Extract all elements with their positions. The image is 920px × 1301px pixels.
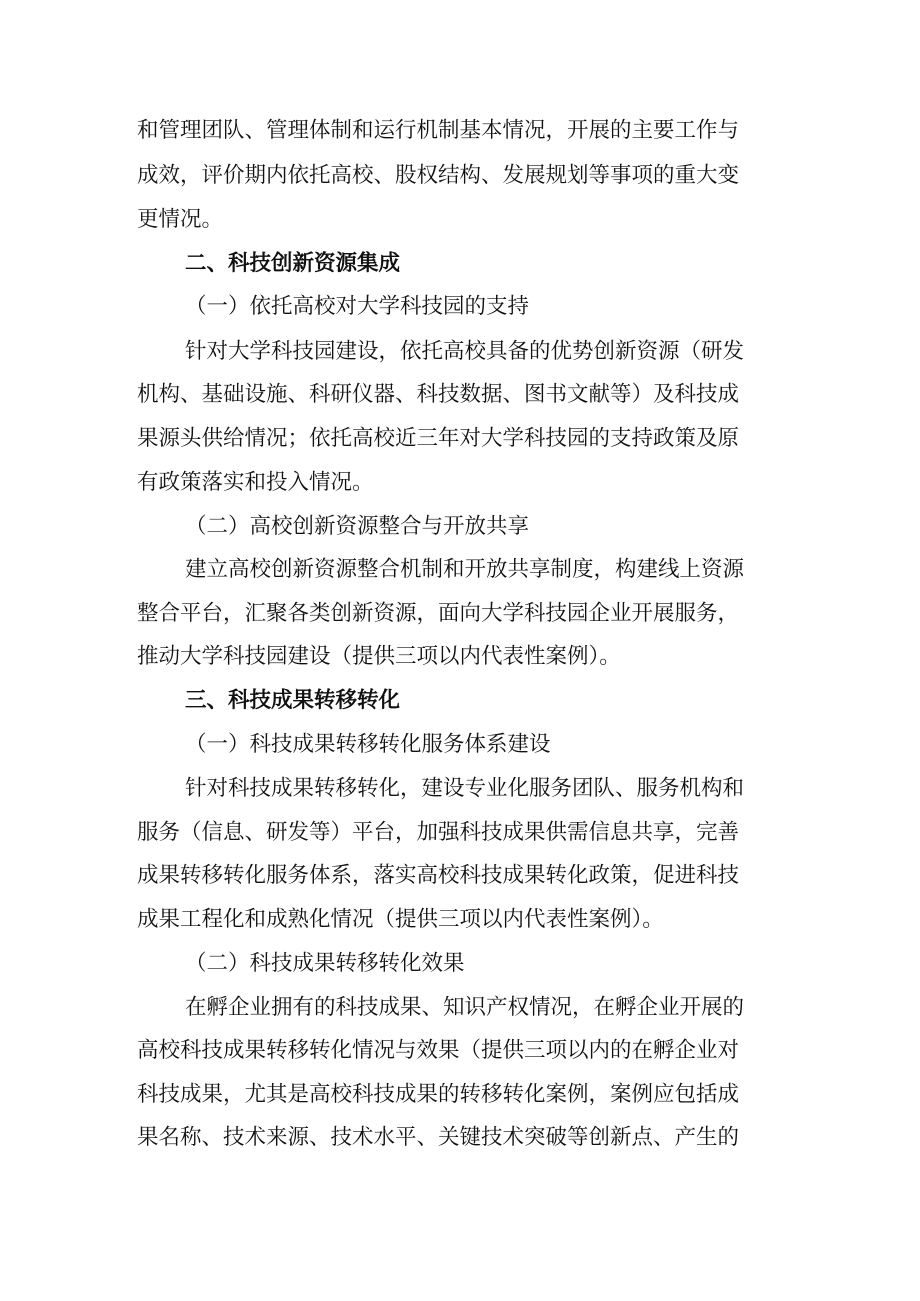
paragraph-line: 有政策落实和投入情况。 xyxy=(137,470,374,495)
paragraph-line: 服务（信息、研发等）平台，加强科技成果供需信息共享，完善 xyxy=(137,820,740,845)
paragraph-line: 果源头供给情况；依托高校近三年对大学科技园的支持政策及原 xyxy=(137,426,740,451)
paragraph-line: 在孵企业拥有的科技成果、知识产权情况，在孵企业开展的 xyxy=(185,995,745,1020)
paragraph-line: 针对科技成果转移转化，建设专业化服务团队、服务机构和 xyxy=(185,776,745,801)
subsection-heading: （二）科技成果转移转化效果 xyxy=(185,951,465,976)
paragraph-line: 成果工程化和成熟化情况（提供三项以内代表性案例）。 xyxy=(137,907,664,932)
paragraph-line: 推动大学科技园建设（提供三项以内代表性案例）。 xyxy=(137,644,621,669)
subsection-heading: （一）依托高校对大学科技园的支持 xyxy=(185,294,530,319)
section-heading: 二、科技创新资源集成 xyxy=(185,251,401,276)
paragraph-line: 更情况。 xyxy=(137,207,224,232)
paragraph-line: 机构、基础设施、科研仪器、科技数据、图书文献等）及科技成 xyxy=(137,382,740,407)
subsection-heading: （二）高校创新资源整合与开放共享 xyxy=(185,514,530,539)
paragraph-line: 成果转移转化服务体系，落实高校科技成果转化政策，促进科技 xyxy=(137,863,740,888)
paragraph-line: 整合平台，汇聚各类创新资源，面向大学科技园企业开展服务， xyxy=(137,601,740,626)
paragraph-line: 果名称、技术来源、技术水平、关键技术突破等创新点、产生的 xyxy=(137,1125,740,1150)
subsection-heading: （一）科技成果转移转化服务体系建设 xyxy=(185,732,551,757)
paragraph-line: 和管理团队、管理体制和运行机制基本情况，开展的主要工作与 xyxy=(137,118,740,143)
paragraph-line: 建立高校创新资源整合机制和开放共享制度，构建线上资源 xyxy=(185,557,745,582)
paragraph-line: 高校科技成果转移转化情况与效果（提供三项以内的在孵企业对 xyxy=(137,1038,740,1063)
paragraph-line: 针对大学科技园建设，依托高校具备的优势创新资源（研发 xyxy=(185,339,745,364)
paragraph-line: 科技成果，尤其是高校科技成果的转移转化案例，案例应包括成 xyxy=(137,1082,740,1107)
paragraph-line: 成效，评价期内依托高校、股权结构、发展规划等事项的重大变 xyxy=(137,163,740,188)
section-heading: 三、科技成果转移转化 xyxy=(185,688,401,713)
